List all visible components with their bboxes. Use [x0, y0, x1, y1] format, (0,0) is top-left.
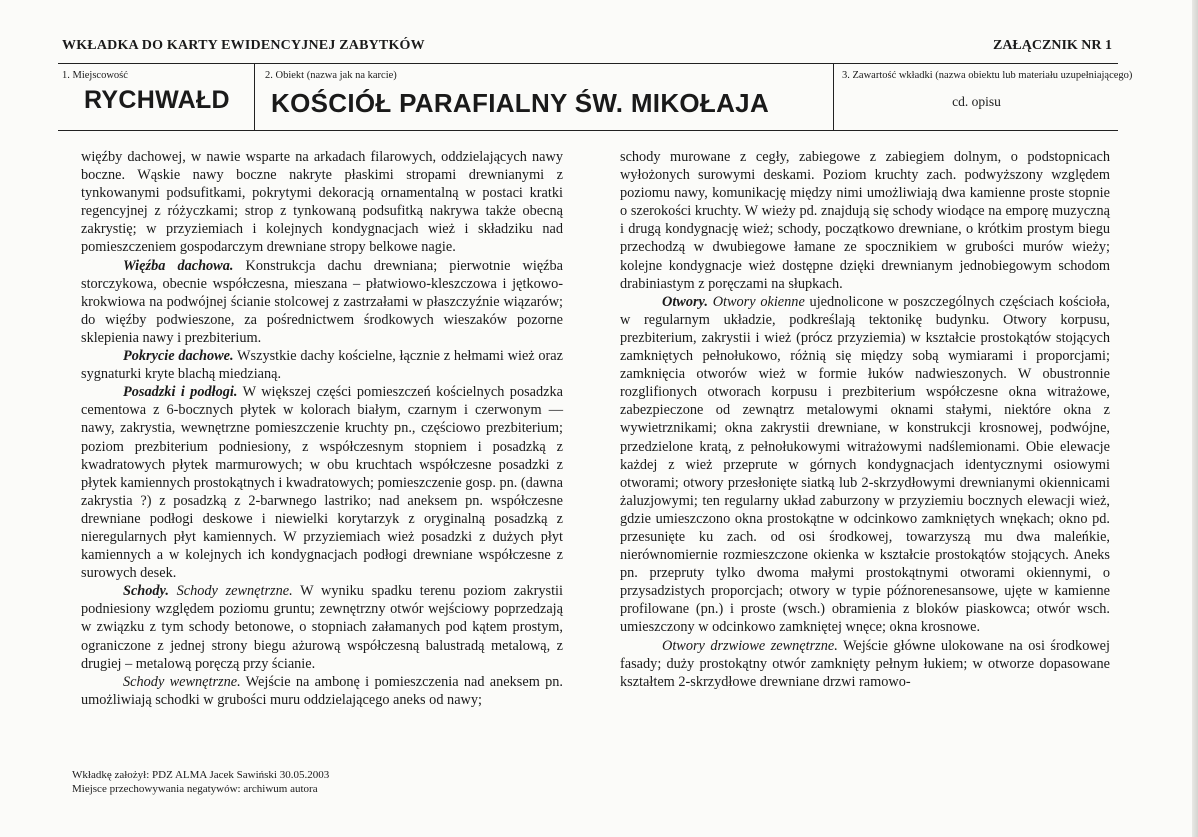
subsection-heading: Otwory drzwiowe zewnętrzne.	[662, 637, 838, 654]
subsection-heading: Otwory okienne	[707, 293, 805, 310]
subsection-heading: Schody wewnętrzne.	[123, 673, 241, 690]
paragraph-text: W wyniku spadku terenu poziom zakrystii podniesiony względem poziomu gruntu; zewnętrzny otwór wejściowy poprzedzają w związku z tym schody betonowe, o stopniach załamanych pod kątem prostym, ograniczone z jednej strony biegu ażurową współczesną balustradą metalową, z drugiej – metalową poręczą przy ścianie.	[81, 583, 563, 672]
paragraph	[81, 148, 563, 257]
paragraph	[620, 293, 1110, 637]
field-contents	[833, 64, 1133, 130]
paragraph	[81, 673, 563, 709]
paragraph	[81, 582, 563, 672]
paragraph-text: W większej części pomieszczeń kościelnych posadzka cementowa z 6-bocznych płytek w kolorach białym, czarnym i czerwonym — nawy, zakrystia, wewnętrzne pomieszczenie kruchty pn., częściowo prezbiterium; poziom prezbiterium podniesiony, z współczesnym stopniem i posadzką z kwadratowych płytek marmurowych; w obu kruchtach współczesne posadzki z płytek kamiennych prostokątnych i kwadratowych; pomieszczenie gosp. pn. (dawna zakrystia ?) z posadzką z 2-barwnego lastriko; nad aneksem pn. współczesne drewniane podłogi deskowe i niewielki korytarzyk z oryginalną posadzką z nieregularnych płyt kamiennych. W przyziemiach wież posadzki z dużych płyt kamiennych a w kolejnych ich kondygnacjach podłogi drewniane współczesne z surowych desek.	[81, 384, 563, 582]
paragraph	[81, 383, 563, 582]
paragraph-text: Konstrukcja dachu drewniana; pierwotnie więźba storczykowa, obecnie współczesna, mieszana – płatwiowo-kleszczowa i jętkowo-krokwiowa na podwójnej ścianie stolcowej z zastrzałami w płaszczyźnie wiązarów; do więźby podwieszone, za pośrednictwem środkowych wieszaków pozorne sklepienia nawy i prezbiterium.	[81, 257, 563, 346]
section-heading: Schody.	[123, 583, 169, 600]
paragraph	[81, 257, 563, 347]
section-heading: Posadzki i podłogi.	[123, 384, 238, 401]
left-column	[81, 148, 563, 709]
field-locality-value: RYCHWAŁD	[84, 86, 230, 114]
attachment-number: ZAŁĄCZNIK NR 1	[992, 38, 1112, 53]
section-heading: Pokrycie dachowe.	[123, 348, 234, 365]
field-locality	[58, 64, 254, 130]
field-contents-label: 3. Zawartość wkładki (nazwa obiektu lub materiału uzupełniającego)	[842, 70, 1133, 81]
paragraph-text: Wejście na ambonę i pomieszczenia nad aneksem pn. umożliwiają schodki w grubości muru oddzielającego aneks od nawy;	[81, 673, 563, 708]
scan-edge	[1192, 0, 1198, 837]
paragraph-text: ujednolicone w poszczególnych częściach kościoła, w regularnym układzie, podkreślają tektonikę budynku. Otwory korpusu, prezbiterium, zakrystii i wież (prócz przyziemia) w kształcie prostokątów stojących zamkniętych pełnołukowo, różnią się między sobą wymiarami i proporcjami; zamknięcia otworów wież w formie łuków nadwieszonych. W obustronnie rozglifionych otworach korpusu i prezbiterium współczesne okna witrażowe, zabezpieczone od zewnątrz metalowymi oknami stałymi, niektóre okna z wywietrznikami; okna zakrystii drewniane, w konstrukcji krosnowej, podwójne, przedzielone kratą, z pełnołukowymi witrażowymi nadślemionami. Obie elewacje każdej z wież przeprute w górnych kondygnacjach identycznymi osiowymi otworami; otwory przesłonięte siatką lub 2-skrzydłowymi drewnianymi okiennicami żaluzjowymi; ten regularny układ zaburzony w przyziemiu bocznych elewacji wież, gdzie umieszczono okna prostokątne w odcinkowo zamkniętych wnękach; okno pd. przesunięte ku zach. od osi środkowej, towarzyszą mu dwa maleńkie, nierównomiernie rozmieszczone okienka w kształcie prostokątów stojących. Aneks pn. przepruty tylko dwoma małymi prostokątnymi otworami okiennymi, o przysadzistych proporcjach; otwory w typie późnorenesansowe, ujęte w kamienne profilowane (pn.) i proste (wsch.) obramienia z bloków piaskowca; otwór wsch. umieszczony w odcinkowo zamkniętej wnęce; okna krosnowe.	[620, 293, 1110, 636]
subsection-heading: Schody zewnętrzne.	[168, 583, 293, 600]
header-title: WKŁADKA DO KARTY EWIDENCYJNEJ ZABYTKÓW	[62, 38, 425, 53]
field-contents-value: cd. opisu	[952, 94, 1001, 109]
paragraph-text: Wszystkie dachy kościelne, łącznie z hełmami wież oraz sygnaturki kryte blachą miedzianą.	[81, 348, 563, 383]
right-column	[620, 148, 1110, 691]
paragraph-text: Wejście główne ulokowane na osi środkowej fasady; duży prostokątny otwór zamknięty pełnym łukiem; w otworze dopasowane kształtem 2-skrzydłowe drewniane drzwi ramowo-	[620, 637, 1110, 690]
field-locality-label: 1. Miejscowość	[62, 70, 128, 81]
footer	[72, 768, 329, 796]
fields-row	[58, 63, 1133, 131]
field-object-value: KOŚCIÓŁ PARAFIALNY ŚW. MIKOŁAJA	[271, 88, 770, 118]
footer-author: Wkładkę założył: PDZ ALMA Jacek Sawiński 30.05.2003	[72, 769, 330, 781]
field-object	[254, 64, 833, 130]
footer-negatives: Miejsce przechowywania negatywów: archiwum autora	[72, 783, 318, 795]
paragraph	[620, 637, 1110, 691]
paragraph-text: więźby dachowej, w nawie wsparte na arkadach filarowych, oddzielających nawy boczne. Wąskie nawy boczne nakryte płaskimi stropami drewnianymi z tynkowanymi podsufitkami, pokrytymi dekoracją ornamentalną w postaci kratki regencyjnej z różyczkami; strop z tynkowaną podsufitką nakrywa także obecną zakrystię; w przyziemiach i kolejnych kondygnacjach wież i składziku nad pomieszczeniem gospodarczym drewniane stropy belkowe nagie.	[81, 149, 563, 256]
paragraph	[81, 347, 563, 383]
section-heading: Otwory.	[662, 293, 708, 310]
paragraph	[620, 148, 1110, 293]
paragraph-text: schody murowane z cegły, zabiegowe z zabiegiem dolnym, o podstopnicach wyłożonych surowymi deskami. Poziom kruchty zach. podwyższony względem poziomu nawy, komunikację między nimi umożliwiają dwa kamienne proste stopnie o szerokości kruchty. W wieży pd. znajdują się schody wiodące na emporę muzyczną i drugą kondygnację wież; schody, początkowo drewniane, o krótkim prostym biegu przechodzą w dwubiegowe łamane ze spocznikiem w grubości murów wieży; kolejne kondygnacje wież dostępne dzięki drewnianym jednobiegowym schodom drabiniastym z poręczami na słupkach.	[620, 149, 1110, 292]
field-object-label: 2. Obiekt (nazwa jak na karcie)	[265, 70, 397, 81]
section-heading: Więźba dachowa.	[123, 257, 234, 274]
